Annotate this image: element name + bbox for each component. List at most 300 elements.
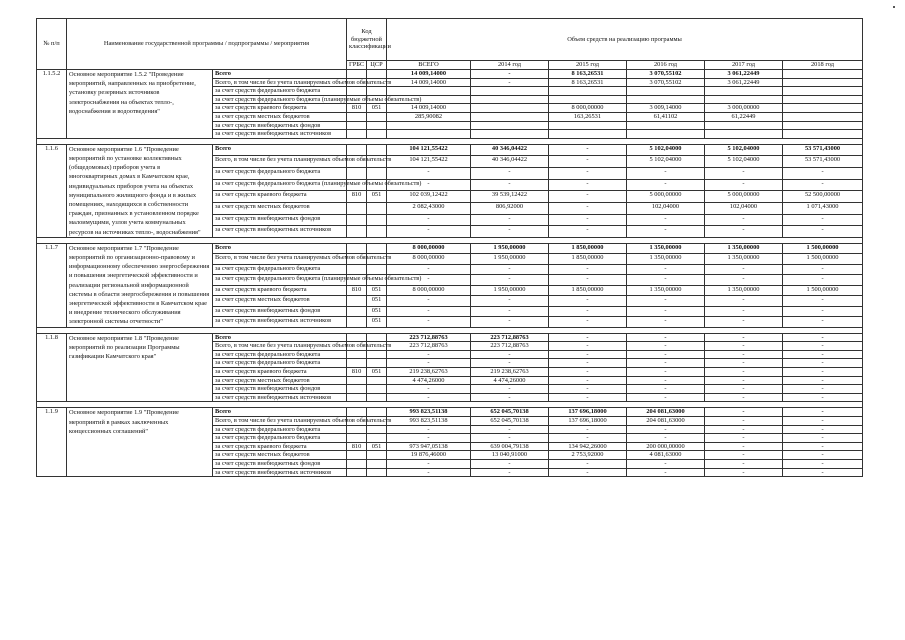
funding-source: за счет средств федерального бюджета: [213, 434, 347, 443]
table-header: [37, 19, 863, 70]
value-2015: -: [549, 350, 627, 359]
grbs-code: [347, 226, 367, 238]
value-2015: 163,26531: [549, 112, 627, 121]
value-total: 8 000,00000: [387, 285, 471, 295]
funding-source: Всего: [213, 144, 347, 156]
value-2018: -: [783, 296, 863, 306]
value-2018: [783, 130, 863, 139]
value-2016: -: [627, 385, 705, 394]
value-2015: -: [549, 333, 627, 342]
value-2014: -: [471, 168, 549, 180]
value-total: 104 121,55422: [387, 156, 471, 168]
value-total: -: [387, 459, 471, 468]
funding-source: за счет средств федерального бюджета: [213, 350, 347, 359]
table-row: [37, 408, 863, 417]
value-2014: [471, 104, 549, 113]
funding-source: Всего: [213, 70, 347, 79]
grbs-code: [347, 393, 367, 402]
value-2015: -: [549, 264, 627, 274]
grbs-code: 810: [347, 442, 367, 451]
value-2015: -: [549, 179, 627, 191]
csr-code: [367, 333, 387, 342]
value-2014: -: [471, 425, 549, 434]
grbs-code: [347, 468, 367, 477]
value-2017: -: [705, 168, 783, 180]
value-2016: -: [627, 459, 705, 468]
value-2016: [627, 130, 705, 139]
value-2015: 137 696,18000: [549, 416, 627, 425]
header-grbs: ГРБС: [347, 61, 367, 70]
value-total: [387, 121, 471, 130]
value-2015: -: [549, 425, 627, 434]
row-number: 1.1.5.2: [37, 70, 67, 139]
value-2014: 652 045,70138: [471, 416, 549, 425]
value-2014: -: [471, 385, 549, 394]
value-total: [387, 130, 471, 139]
value-2016: 102,04000: [627, 202, 705, 214]
value-2014: 223 712,88763: [471, 333, 549, 342]
value-2014: -: [471, 78, 549, 87]
csr-code: 051: [367, 285, 387, 295]
value-2017: -: [705, 468, 783, 477]
value-2018: -: [783, 376, 863, 385]
csr-code: [367, 425, 387, 434]
value-2018: -: [783, 275, 863, 285]
value-2015: 2 753,92000: [549, 451, 627, 460]
value-2016: -: [627, 275, 705, 285]
csr-code: [367, 130, 387, 139]
value-2015: 137 696,18000: [549, 408, 627, 417]
value-2014: -: [471, 434, 549, 443]
csr-code: [367, 408, 387, 417]
value-2017: -: [705, 434, 783, 443]
value-2017: -: [705, 264, 783, 274]
funding-source: за счет средств местных бюджетов: [213, 296, 347, 306]
value-total: -: [387, 306, 471, 316]
row-number: 1.1.9: [37, 408, 67, 477]
value-2014: 219 238,62763: [471, 367, 549, 376]
value-2017: -: [705, 179, 783, 191]
grbs-code: [347, 306, 367, 316]
value-2017: -: [705, 442, 783, 451]
value-total: 219 238,62763: [387, 367, 471, 376]
value-total: -: [387, 226, 471, 238]
funding-source: за счет средств краевого бюджета: [213, 442, 347, 451]
value-total: 8 000,00000: [387, 254, 471, 264]
grbs-code: [347, 202, 367, 214]
value-2016: -: [627, 333, 705, 342]
funding-source: Всего, в том числе без учета планируемых объемов обязательств: [213, 254, 347, 264]
budget-table: [36, 18, 863, 477]
csr-code: [367, 112, 387, 121]
value-total: 223 712,88763: [387, 342, 471, 351]
funding-source: Всего, в том числе без учета планируемых объемов обязательств: [213, 416, 347, 425]
value-2016: 1 350,00000: [627, 254, 705, 264]
row-number: 1.1.7: [37, 243, 67, 327]
funding-source: за счет средств федерального бюджета (планируемые объемы обязательств): [213, 95, 347, 104]
grbs-code: [347, 350, 367, 359]
value-total: 223 712,88763: [387, 333, 471, 342]
csr-code: [367, 434, 387, 443]
value-2015: -: [549, 214, 627, 226]
grbs-code: [347, 121, 367, 130]
funding-source: за счет средств федерального бюджета: [213, 264, 347, 274]
value-total: 993 823,51138: [387, 408, 471, 417]
value-2017: 3 000,00000: [705, 104, 783, 113]
funding-source: за счет средств местных бюджетов: [213, 112, 347, 121]
value-2018: 53 571,43000: [783, 144, 863, 156]
value-2014: 1 950,00000: [471, 254, 549, 264]
value-2016: 4 081,63000: [627, 451, 705, 460]
value-2016: 5 102,04000: [627, 144, 705, 156]
value-2017: -: [705, 275, 783, 285]
grbs-code: [347, 243, 367, 253]
csr-code: [367, 144, 387, 156]
value-2015: [549, 95, 627, 104]
csr-code: [367, 376, 387, 385]
value-2017: [705, 130, 783, 139]
value-2017: 102,04000: [705, 202, 783, 214]
value-total: -: [387, 317, 471, 328]
value-2014: -: [471, 70, 549, 79]
value-2016: -: [627, 468, 705, 477]
value-2014: -: [471, 179, 549, 191]
header-budget-code: Код бюджетной классификации: [347, 19, 387, 61]
value-2017: -: [705, 451, 783, 460]
value-2016: -: [627, 350, 705, 359]
value-2018: -: [783, 416, 863, 425]
grbs-code: [347, 87, 367, 96]
value-2015: -: [549, 306, 627, 316]
grbs-code: [347, 112, 367, 121]
header-year-2016: 2016 год: [627, 61, 705, 70]
value-2014: 40 346,04422: [471, 156, 549, 168]
header-year-2017: 2017 год: [705, 61, 783, 70]
header-volume: Объем средств на реализацию программы: [387, 19, 863, 61]
value-2014: -: [471, 468, 549, 477]
value-2015: 1 850,00000: [549, 254, 627, 264]
value-2017: -: [705, 393, 783, 402]
value-2015: 1 850,00000: [549, 285, 627, 295]
value-2018: 53 571,43000: [783, 156, 863, 168]
value-2014: -: [471, 359, 549, 368]
value-2018: -: [783, 451, 863, 460]
csr-code: [367, 468, 387, 477]
value-2018: -: [783, 425, 863, 434]
funding-source: за счет средств федерального бюджета (планируемые объемы обязательств): [213, 179, 347, 191]
value-2015: -: [549, 468, 627, 477]
grbs-code: [347, 264, 367, 274]
value-2014: -: [471, 296, 549, 306]
funding-source: Всего: [213, 333, 347, 342]
value-2015: [549, 121, 627, 130]
value-2017: -: [705, 385, 783, 394]
csr-code: 051: [367, 104, 387, 113]
value-2018: -: [783, 468, 863, 477]
value-2017: -: [705, 425, 783, 434]
value-2014: 1 950,00000: [471, 285, 549, 295]
value-2016: 61,41102: [627, 112, 705, 121]
value-2014: [471, 112, 549, 121]
value-2018: -: [783, 350, 863, 359]
measure-name: Основное мероприятие 1.6 "Проведение мероприятий по установке коллективных (общедомовых) приборов учета в многоквартирных домах в Камчатском крае, индивидуальных приборов учета на объектах муниципального жилищного фонда и в жилых помещениях, находящихся в собственности граждан, признанных в установленном порядке малоимущими, узлов учета коммунальных ресурсов на источниках тепло-, водоснабжения": [67, 144, 213, 237]
table-body: [37, 70, 863, 477]
funding-source: за счет средств внебюджетных фондов: [213, 121, 347, 130]
csr-code: [367, 350, 387, 359]
value-2014: -: [471, 459, 549, 468]
value-2015: -: [549, 191, 627, 203]
value-2018: -: [783, 306, 863, 316]
value-2015: -: [549, 296, 627, 306]
value-2014: 39 539,12422: [471, 191, 549, 203]
header-csr: ЦСР: [367, 61, 387, 70]
value-2018: [783, 104, 863, 113]
value-total: 19 876,46000: [387, 451, 471, 460]
value-2015: 134 942,26000: [549, 442, 627, 451]
csr-code: [367, 243, 387, 253]
value-2018: 1 500,00000: [783, 254, 863, 264]
value-2015: -: [549, 168, 627, 180]
value-2017: -: [705, 408, 783, 417]
value-2016: -: [627, 425, 705, 434]
csr-code: [367, 385, 387, 394]
value-2014: 652 045,70138: [471, 408, 549, 417]
csr-code: [367, 121, 387, 130]
value-2014: 13 040,91000: [471, 451, 549, 460]
grbs-code: 810: [347, 285, 367, 295]
value-2017: -: [705, 367, 783, 376]
value-2015: -: [549, 144, 627, 156]
value-2015: -: [549, 434, 627, 443]
table-row: [37, 333, 863, 342]
value-2018: -: [783, 459, 863, 468]
funding-source: за счет средств федерального бюджета (планируемые объемы обязательств): [213, 275, 347, 285]
value-2018: 1 500,00000: [783, 243, 863, 253]
value-2016: 5 102,04000: [627, 156, 705, 168]
scan-speck: [893, 6, 895, 8]
grbs-code: [347, 296, 367, 306]
table-row: [37, 243, 863, 253]
value-2014: [471, 130, 549, 139]
value-2017: -: [705, 342, 783, 351]
csr-code: 051: [367, 306, 387, 316]
csr-code: 051: [367, 296, 387, 306]
value-2018: [783, 121, 863, 130]
value-2017: -: [705, 350, 783, 359]
header-year-2018: 2018 год: [783, 61, 863, 70]
value-2017: -: [705, 459, 783, 468]
funding-source: за счет средств внебюджетных фондов: [213, 385, 347, 394]
value-2015: 8 163,26531: [549, 70, 627, 79]
value-2014: 40 346,04422: [471, 144, 549, 156]
grbs-code: 810: [347, 191, 367, 203]
value-2018: 52 500,00000: [783, 191, 863, 203]
value-2017: 3 061,22449: [705, 78, 783, 87]
header-number: № п/п: [37, 19, 67, 70]
value-total: -: [387, 214, 471, 226]
value-2014: -: [471, 226, 549, 238]
value-2016: [627, 87, 705, 96]
funding-source: за счет средств федерального бюджета: [213, 425, 347, 434]
funding-source: за счет средств внебюджетных источников: [213, 393, 347, 402]
value-2018: -: [783, 264, 863, 274]
value-2016: 200 000,00000: [627, 442, 705, 451]
value-2015: [549, 130, 627, 139]
value-2016: 204 081,63000: [627, 408, 705, 417]
value-total: -: [387, 434, 471, 443]
measure-name: Основное мероприятие 1.5.2 "Проведение мероприятий, направленных на приобретение, установку резервных источников электроснабжения на объектах тепло-, водоснабжения и водоотведения": [67, 70, 213, 139]
value-total: 104 121,55422: [387, 144, 471, 156]
value-total: -: [387, 468, 471, 477]
value-2017: -: [705, 317, 783, 328]
value-2015: -: [549, 156, 627, 168]
value-2018: -: [783, 367, 863, 376]
value-total: 993 823,51138: [387, 416, 471, 425]
value-2017: 1 350,00000: [705, 243, 783, 253]
grbs-code: [347, 168, 367, 180]
value-2016: -: [627, 264, 705, 274]
value-2017: -: [705, 296, 783, 306]
value-2016: 1 350,00000: [627, 285, 705, 295]
grbs-code: [347, 317, 367, 328]
funding-source: за счет средств краевого бюджета: [213, 104, 347, 113]
value-2017: 3 061,22449: [705, 70, 783, 79]
value-2014: -: [471, 306, 549, 316]
grbs-code: 810: [347, 367, 367, 376]
csr-code: 051: [367, 191, 387, 203]
value-2017: -: [705, 359, 783, 368]
value-2018: -: [783, 179, 863, 191]
grbs-code: [347, 434, 367, 443]
value-2014: -: [471, 317, 549, 328]
value-2014: [471, 121, 549, 130]
value-2018: [783, 87, 863, 96]
value-2018: -: [783, 393, 863, 402]
value-2016: 3 070,55102: [627, 78, 705, 87]
value-total: -: [387, 350, 471, 359]
value-total: -: [387, 425, 471, 434]
value-2016: -: [627, 179, 705, 191]
value-2018: -: [783, 359, 863, 368]
value-2016: 3 009,14000: [627, 104, 705, 113]
csr-code: [367, 202, 387, 214]
header-year-2015: 2015 год: [549, 61, 627, 70]
value-2015: 1 850,00000: [549, 243, 627, 253]
value-total: 2 082,43000: [387, 202, 471, 214]
value-total: 973 947,05138: [387, 442, 471, 451]
header-year-2014: 2014 год: [471, 61, 549, 70]
value-2018: -: [783, 333, 863, 342]
value-2018: -: [783, 226, 863, 238]
value-2017: 5 102,04000: [705, 144, 783, 156]
value-total: 8 000,00000: [387, 243, 471, 253]
value-total: -: [387, 385, 471, 394]
value-2014: -: [471, 393, 549, 402]
funding-source: за счет средств внебюджетных источников: [213, 130, 347, 139]
value-2018: -: [783, 442, 863, 451]
value-2018: -: [783, 317, 863, 328]
value-2018: 1 500,00000: [783, 285, 863, 295]
value-2017: -: [705, 226, 783, 238]
value-total: -: [387, 296, 471, 306]
funding-source: за счет средств внебюджетных фондов: [213, 459, 347, 468]
csr-code: [367, 226, 387, 238]
value-2015: 8 163,26531: [549, 78, 627, 87]
header-total: ВСЕГО: [387, 61, 471, 70]
table-row: [37, 70, 863, 79]
funding-source: за счет средств местных бюджетов: [213, 202, 347, 214]
funding-source: за счет средств краевого бюджета: [213, 191, 347, 203]
row-number: 1.1.6: [37, 144, 67, 237]
value-2017: -: [705, 214, 783, 226]
value-2016: -: [627, 306, 705, 316]
grbs-code: [347, 130, 367, 139]
value-2016: 5 000,00000: [627, 191, 705, 203]
measure-name: Основное мероприятие 1.8 "Проведение мероприятий по реализации Программы газификации Камчатского края": [67, 333, 213, 402]
value-2015: -: [549, 202, 627, 214]
value-total: 14 009,14000: [387, 104, 471, 113]
value-2016: 204 081,63000: [627, 416, 705, 425]
funding-source: за счет средств местных бюджетов: [213, 451, 347, 460]
funding-source: за счет средств внебюджетных фондов: [213, 214, 347, 226]
grbs-code: [347, 376, 367, 385]
csr-code: [367, 393, 387, 402]
funding-source: за счет средств внебюджетных источников: [213, 226, 347, 238]
value-2018: -: [783, 214, 863, 226]
value-2018: [783, 78, 863, 87]
csr-code: [367, 214, 387, 226]
document-page: [36, 18, 862, 477]
value-2014: 806,92000: [471, 202, 549, 214]
value-2016: -: [627, 296, 705, 306]
value-2015: -: [549, 359, 627, 368]
grbs-code: [347, 359, 367, 368]
value-total: 14 009,14000: [387, 78, 471, 87]
value-total: 102 039,12422: [387, 191, 471, 203]
value-2017: 1 350,00000: [705, 285, 783, 295]
value-2018: -: [783, 434, 863, 443]
value-2018: [783, 95, 863, 104]
csr-code: [367, 359, 387, 368]
value-2016: -: [627, 359, 705, 368]
grbs-code: [347, 385, 367, 394]
funding-source: за счет средств внебюджетных источников: [213, 468, 347, 477]
value-2016: [627, 95, 705, 104]
value-total: -: [387, 264, 471, 274]
value-2017: -: [705, 333, 783, 342]
value-2014: [471, 95, 549, 104]
funding-source: за счет средств местных бюджетов: [213, 376, 347, 385]
value-total: -: [387, 275, 471, 285]
value-2017: -: [705, 416, 783, 425]
funding-source: за счет средств федерального бюджета: [213, 168, 347, 180]
row-number: 1.1.8: [37, 333, 67, 402]
value-2017: [705, 121, 783, 130]
value-2015: -: [549, 393, 627, 402]
value-total: -: [387, 179, 471, 191]
value-2017: -: [705, 376, 783, 385]
value-2018: -: [783, 408, 863, 417]
funding-source: Всего: [213, 243, 347, 253]
value-2016: [627, 121, 705, 130]
value-2015: -: [549, 459, 627, 468]
value-2016: -: [627, 367, 705, 376]
grbs-code: [347, 70, 367, 79]
value-2017: [705, 95, 783, 104]
value-2015: -: [549, 275, 627, 285]
grbs-code: [347, 144, 367, 156]
measure-name: Основное мероприятие 1.7 "Проведение мероприятий по организационно-правовому и информационному обеспечению энергосбережения и повышения энергетической эффективности и реализации региональной информационной системы в области энергосбережения и повышения энергетической эффективности в Камчатском крае и внедрение технического обслуживания электронной системы отчетности": [67, 243, 213, 327]
